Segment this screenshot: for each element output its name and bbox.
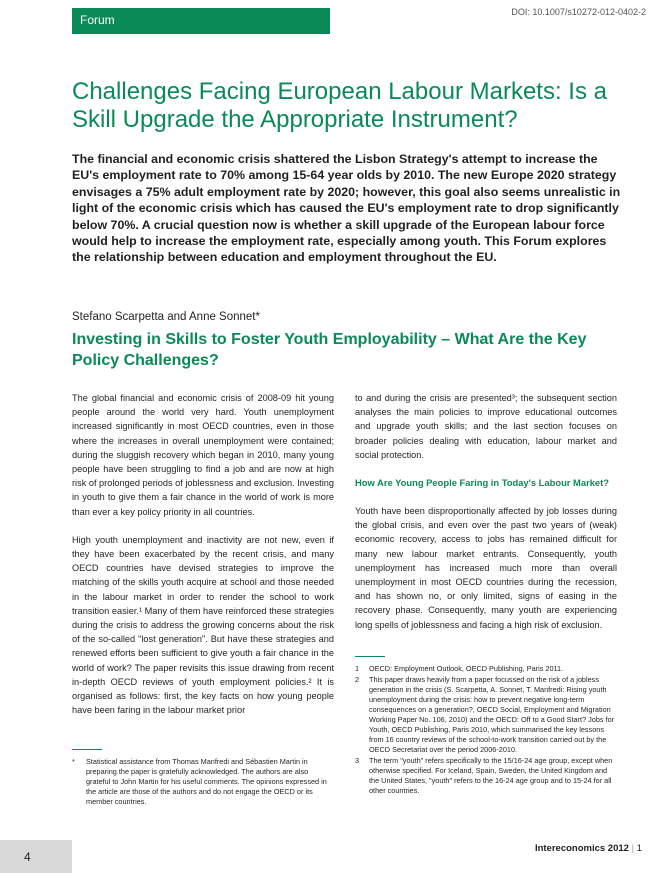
footnote-text: OECD: Employment Outlook, OECD Publishing, Paris 2011. [369, 664, 564, 673]
journal-footer [535, 843, 642, 854]
footer-page: 1 [636, 843, 642, 854]
forum-title: Challenges Facing European Labour Markets: Is a Skill Upgrade the Appropriate Instrument? [72, 78, 607, 133]
footnote-item [355, 756, 617, 796]
footnote-item [355, 675, 617, 755]
paragraph: The global financial and economic crisis of 2008-09 hit young people around the world very hard. Youth unemployment increased significantly in most OECD countries, even in those where the increases in overall unemployment were contained; during the sluggish recovery which began in 2010, many young people have been struggling to find a job and are now at high risk of prolonged periods of joblessness and exclusion. Investing in youth to give them a fair chance in the world of work is more than ever a key policy priority in all countries. [72, 393, 334, 517]
footnote-divider [72, 749, 102, 750]
paragraph: to and during the crisis are presented³; the subsequent section analyses the main policies to improve educational outcomes and upgrade youth skills; and the last section focuses on broader policies dealing with education, labour market and social protection. [355, 393, 617, 460]
footnote-number: 3 [355, 756, 360, 765]
footnote-divider [355, 656, 385, 657]
section-heading: How Are Young People Faring in Today's Labour Market? [355, 477, 609, 489]
footnote-item [355, 664, 617, 674]
journal-name: Intereconomics 2012 [534, 843, 629, 854]
text-column-left [72, 391, 334, 717]
page-number-box [0, 840, 72, 873]
footer-separator: | [631, 843, 635, 854]
page-number: 4 [24, 850, 31, 864]
footnote-number: 2 [355, 675, 360, 684]
paragraph: High youth unemployment and inactivity are not new, even if they have been exacerbated by the recent crisis, and many OECD countries have devised strategies to improve the matching of the skills youth acquire at school and those needed in the labour market in order to render the school to work transition easier.¹ Many of them have reinforced these strategies during the crisis to address the growing concerns about the risk of the so-called "lost generation". But have these strategies and renewed efforts been sufficient to give youth a fair chance in the world of work? The paper revisits this issue drawing from recent in-depth OECD reviews of youth employment policies.² It is organised as follows: first, the key facts on how young people have been faring in the labour market prior [72, 534, 334, 716]
article-title: Investing in Skills to Foster Youth Employability – What Are the Key Policy Challenges? [72, 331, 587, 369]
footnote-text: The term "youth" refers specifically to the 15/16-24 age group, except when otherwise specified. For Iceland, Spain, Sweden, the United Kingdom and the United States, "youth" refers to the 16-24 age group and to 15-24 for all other countries. [369, 756, 613, 795]
doi-text: DOI: 10.1007/s10272-012-0402-2 [511, 7, 646, 17]
section-label: Forum [80, 13, 115, 27]
footnote-text: This paper draws heavily from a paper focussed on the risk of a jobless generation in the crisis (S. Scarpetta, A. Sonnet, T. Manfredi: Rising youth unemployment during the crisis: how to prevent negative long-term consequences on a generation?, OECD Social, Employment and Migration Working Paper No. 106, 2010) and the OECD: Off to a Good Start? Jobs for Youth, OECD Publishing, Paris 2010, which summarised the key lessons from 16 country reviews of the school-to-work transition carried out by the OECD Secretariat over the period 2006-2010. [369, 675, 615, 754]
footnote-star [72, 757, 334, 807]
article-authors: Stefano Scarpetta and Anne Sonnet* [72, 311, 260, 323]
footnotes-list [355, 664, 617, 797]
forum-intro: The financial and economic crisis shattered the Lisbon Strategy's attempt to increase the EU's employment rate to 70% among 15-64 year olds by 2010. The new Europe 2020 strategy envisages a 75% adult employment rate by 2020; however, this goal also seems unrealistic in light of the economic crisis which has caused the EU's employment rate to drop significantly below 70%. A crucial question now is whether a skill upgrade of the European labour force would help to increase the employment rate, especially among youth. This Forum explores the relationship between education and employment throughout the EU. [72, 152, 621, 265]
section-banner [72, 8, 330, 34]
footnote-mark: * [72, 757, 75, 766]
footnote-number: 1 [355, 664, 360, 673]
text-column-right [355, 391, 617, 632]
paragraph: Youth have been disproportionally affected by job losses during the global crisis, and even over the past two years of (weak) economic recovery, access to jobs has remained difficult for many new labour market entrants. Consequently, youth unemployment has increased much more than overall unemployment in most OECD countries during the recession, and has shown no, or only limited, signs of easing in the recovery phase. Consequently, many youth are experiencing long spells of joblessness and facing a high risk of exclusion. [355, 506, 617, 630]
footnote-text: Statistical assistance from Thomas Manfredi and Sébastien Martin in preparing the paper is gratefully acknowledged. The authors are also grateful to John Martin for his useful comments. The opinions expressed in the article are those of the authors and do not engage the OECD or its member countries. [86, 757, 327, 806]
